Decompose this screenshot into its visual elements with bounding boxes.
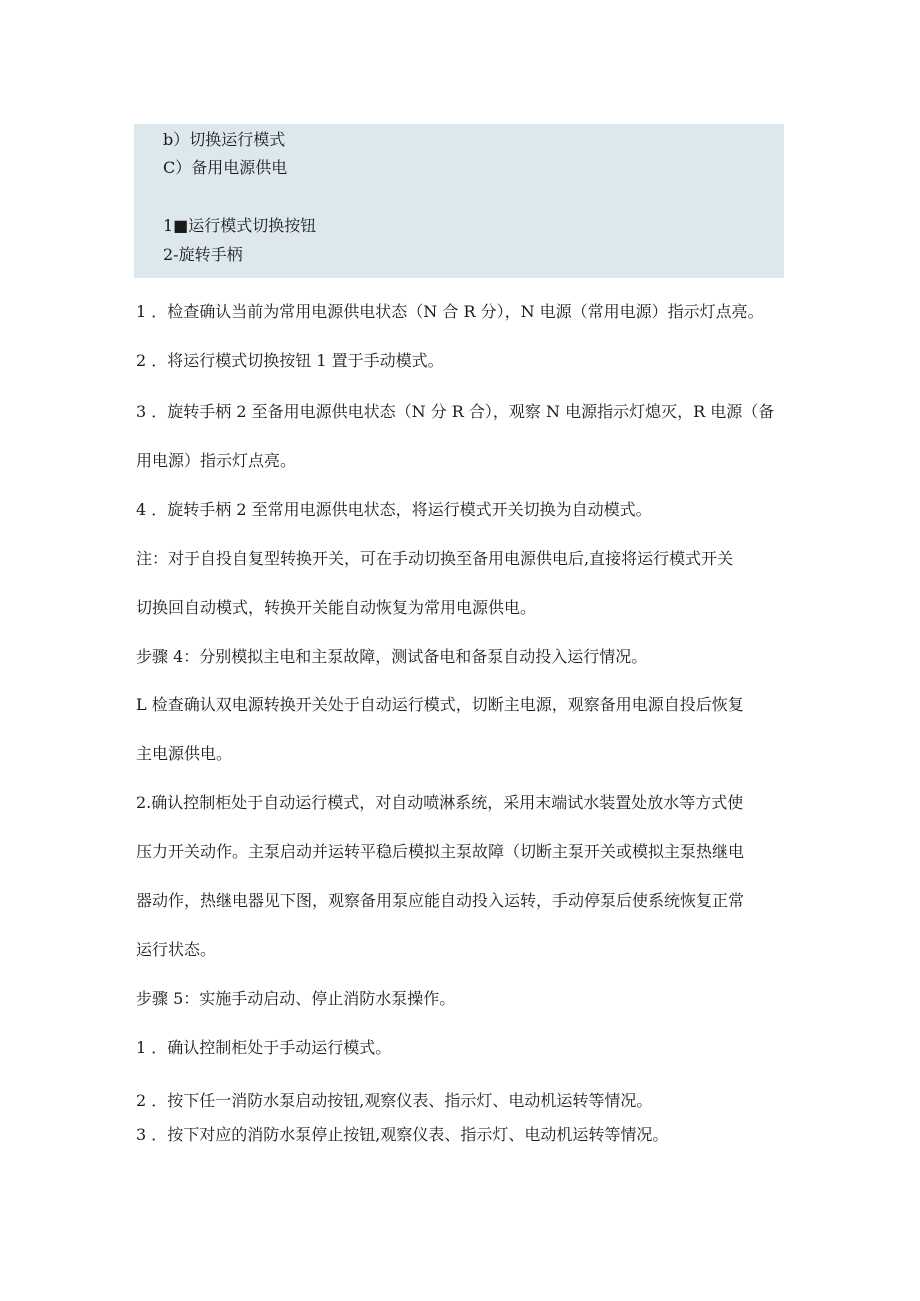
caption-legend-2: 2-旋转手柄	[163, 245, 243, 264]
text-line: 器动作，热继电器见下图，观察备用泵应能自动投入运转，手动停泵后使系统恢复正常	[136, 891, 745, 910]
text-line: 压力开关动作。主泵启动并运转平稳后模拟主泵故障（切断主泵开关或模拟主泵热继电	[136, 842, 745, 861]
text-line: 1 ．检查确认当前为常用电源供电状态（N 合 R 分），N 电源（常用电源）指示灯点亮。	[136, 302, 764, 321]
text-line: 2 ．按下任一消防水泵启动按钮,观察仪表、指示灯、电动机运转等情况。	[136, 1091, 653, 1110]
caption-item-b: b）切换运行模式	[163, 130, 286, 149]
note-line: 切换回自动模式，转换开关能自动恢复为常用电源供电。	[136, 598, 537, 617]
text-line: 主电源供电。	[136, 744, 233, 763]
note-line: 注：对于自投自复型转换开关，可在手动切换至备用电源供电后,直接将运行模式开关	[136, 549, 734, 568]
text-line: 3 ．旋转手柄 2 至备用电源供电状态（N 分 R 合），观察 N 电源指示灯熄灭，R 电源（备	[136, 402, 775, 421]
text-line: L 检查确认双电源转换开关处于自动运行模式，切断主电源，观察备用电源自投后恢复	[136, 695, 744, 714]
caption-item-c: C）备用电源供电	[163, 158, 288, 177]
text-line: 2.确认控制柜处于自动运行模式，对自动喷淋系统，采用末端试水装置处放水等方式使	[136, 793, 744, 812]
text-line: 1 ．确认控制柜处于手动运行模式。	[136, 1038, 392, 1057]
text-line: 4 ．旋转手柄 2 至常用电源供电状态，将运行模式开关切换为自动模式。	[136, 500, 652, 519]
caption-legend-1: 1■运行模式切换按钮	[163, 216, 317, 235]
text-line: 3 ．按下对应的消防水泵停止按钮,观察仪表、指示灯、电动机运转等情况。	[136, 1125, 669, 1144]
step-heading: 步骤 5：实施手动启动、停止消防水泵操作。	[136, 989, 456, 1008]
step-heading: 步骤 4：分别模拟主电和主泵故障，测试备电和备泵自动投入运行情况。	[136, 647, 648, 666]
text-line: 用电源）指示灯点亮。	[136, 451, 297, 470]
text-line: 2 ．将运行模式切换按钮 1 置于手动模式。	[136, 351, 444, 370]
text-line: 运行状态。	[136, 940, 217, 959]
